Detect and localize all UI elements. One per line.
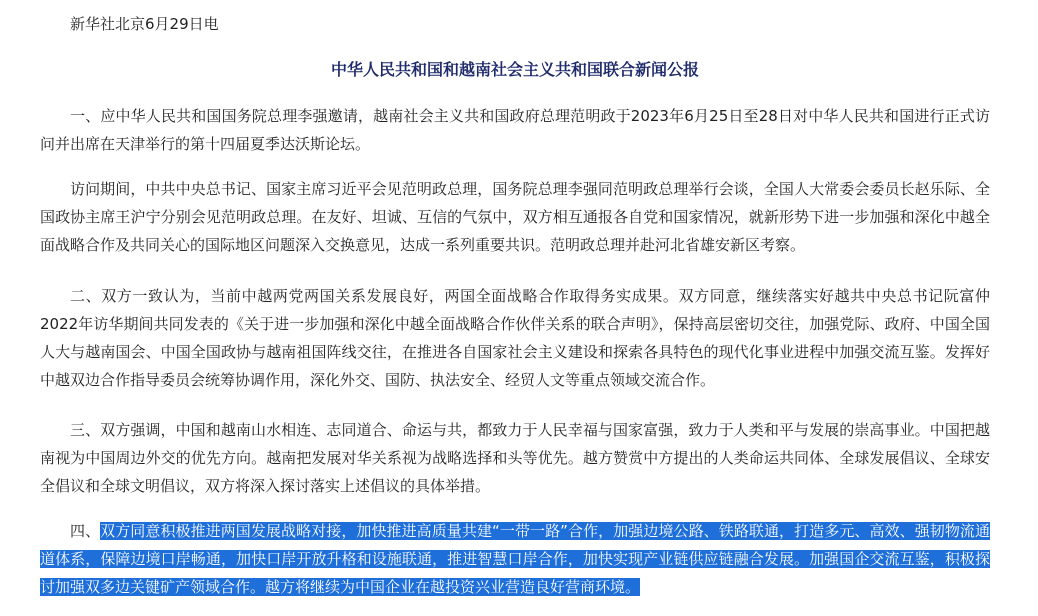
paragraph-3: 二、双方一致认为，当前中越两党两国关系发展良好，两国全面战略合作取得务实成果。双方同意，继续落实好越共中央总书记阮富仲2022年访华期间共同发表的《关于进一步加强和深化中越全面战略合作伙伴关系的联合声明》，保持高层密切交往，加强党际、政府、中国全国人大与越南国会、中国全国政协与越南祖国阵线交往，在推进各自国家社会主义建设和探索各具特色的现代化事业进程中加强交流互鉴。发挥好中越双边合作指导委员会统筹协调作用，深化外交、国防、执法安全、经贸人文等重点领域交流合作。 [40, 287, 990, 389]
dateline: 新华社北京6月29日电 [70, 15, 219, 33]
paragraph-2: 访问期间，中共中央总书记、国家主席习近平会见范明政总理，国务院总理李强同范明政总理举行会谈，全国人大常委会委员长赵乐际、全国政协主席王沪宁分别会见范明政总理。在友好、坦诚、互信的气氛中，双方相互通报各自党和国家情况，就新形势下进一步加强和深化中越全面战略合作及共同关心的国际地区问题深入交换意见，达成一系列重要共识。范明政总理并赴河北省雄安新区考察。 [40, 180, 990, 254]
paragraph-1: 一、应中华人民共和国国务院总理李强邀请，越南社会主义共和国政府总理范明政于2023年6月25日至28日对中华人民共和国进行正式访问并出席在天津举行的第十四届夏季达沃斯论坛。 [40, 107, 990, 153]
paragraph-5-lead: 四、 [70, 522, 101, 540]
paragraph-4: 三、双方强调，中国和越南山水相连、志同道合、命运与共，都致力于人民幸福与国家富强，致力于人类和平与发展的崇高事业。中国把越南视为中国周边外交的优先方向。越南把发展对华关系视为战略选择和头等优先。越方赞赏中方提出的人类命运共同体、全球发展倡议、全球安全倡议和全球文明倡议，双方将深入探讨落实上述倡议的具体举措。 [40, 421, 990, 495]
selected-text[interactable]: 双方同意积极推进两国发展战略对接，加快推进高质量共建“一带一路”合作，加强边境公路、铁路联通，打造多元、高效、强韧物流通道体系，保障边境口岸畅通，加快口岸开放升格和设施联通，推进智慧口岸合作，加快实现产业链供应链融合发展。加强国企交流互鉴，积极探讨加强双多边关键矿产领域合作。越方将继续为中国企业在越投资兴业营造良好营商环境。 [40, 522, 990, 596]
article-title: 中华人民共和国和越南社会主义共和国联合新闻公报 [330, 60, 699, 79]
paragraph-5[interactable] [40, 517, 990, 601]
